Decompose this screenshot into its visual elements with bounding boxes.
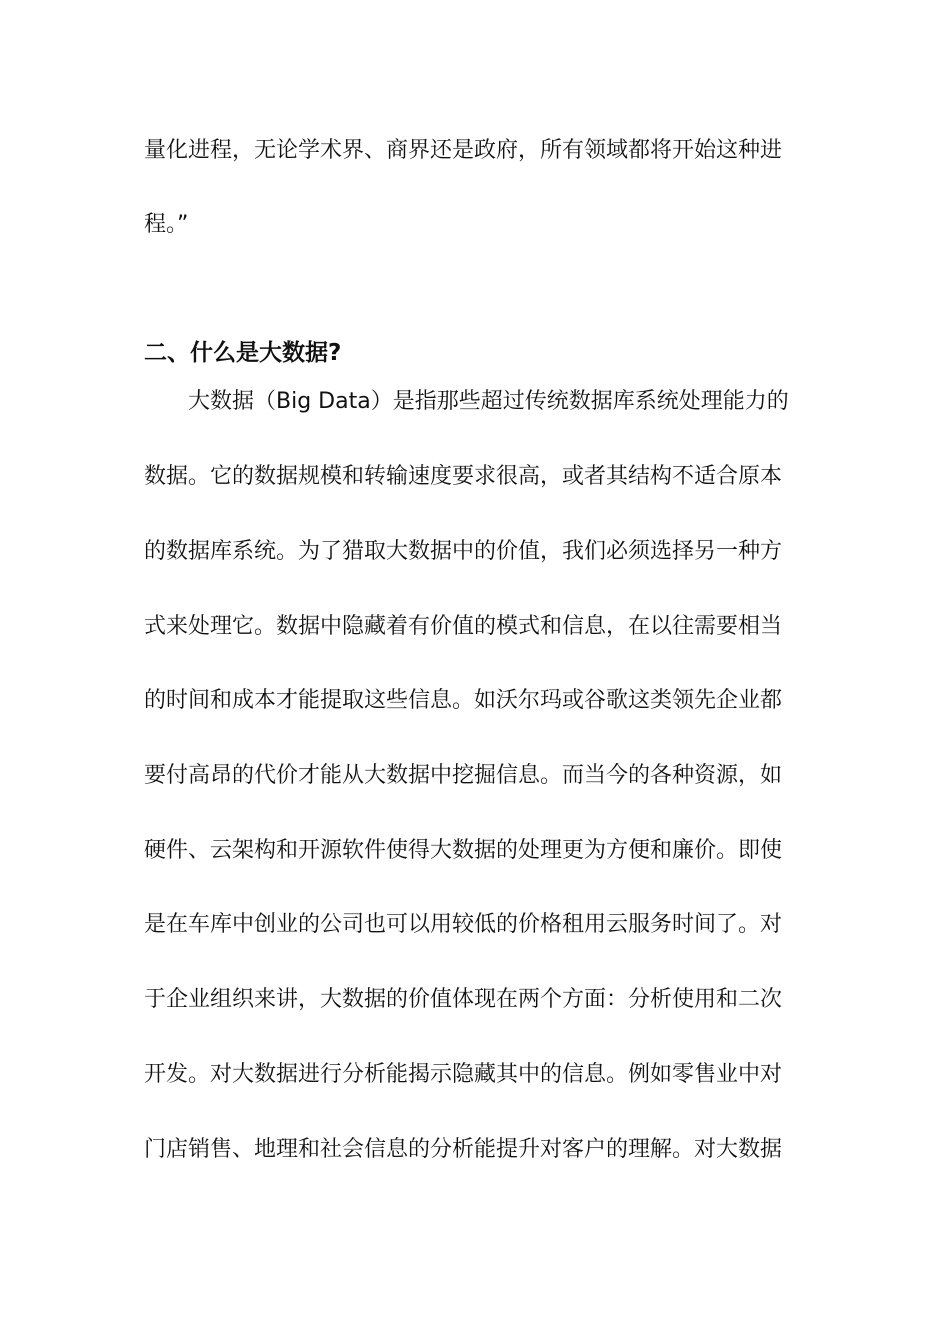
paragraph-line-10: 开发。对大数据进行分析能揭示隐藏其中的信息。例如零售业中对 bbox=[144, 1062, 783, 1087]
section-heading: 二、什么是大数据? bbox=[144, 340, 342, 366]
paragraph-line-7: 硬件、云架构和开源软件使得大数据的处理更为方便和廉价。即使 bbox=[144, 838, 783, 863]
paragraph-line-6: 要付高昂的代价才能从大数据中挖掘信息。而当今的各种资源，如 bbox=[144, 763, 783, 788]
paragraph-line-3: 的数据库系统。为了猎取大数据中的价值，我们必须选择另一种方 bbox=[144, 539, 783, 564]
paragraph-line-9: 于企业组织来讲，大数据的价值体现在两个方面：分析使用和二次 bbox=[144, 987, 783, 1012]
intro-line-2: 程。” bbox=[144, 212, 189, 237]
paragraph-line-4: 式来处理它。数据中隐藏着有价值的模式和信息，在以往需要相当 bbox=[144, 614, 783, 639]
paragraph-line-8: 是在车库中创业的公司也可以用较低的价格租用云服务时间了。对 bbox=[144, 912, 783, 937]
intro-line-1: 量化进程，无论学术界、商界还是政府，所有领域都将开始这种进 bbox=[144, 138, 783, 163]
paragraph-line-11: 门店销售、地理和社会信息的分析能提升对客户的理解。对大数据 bbox=[144, 1137, 783, 1162]
paragraph-line-1: 大数据（Big Data）是指那些超过传统数据库系统处理能力的 bbox=[188, 389, 789, 414]
paragraph-line-5: 的时间和成本才能提取这些信息。如沃尔玛或谷歌这类领先企业都 bbox=[144, 688, 783, 713]
paragraph-line-2: 数据。它的数据规模和转输速度要求很高，或者其结构不适合原本 bbox=[144, 464, 783, 489]
